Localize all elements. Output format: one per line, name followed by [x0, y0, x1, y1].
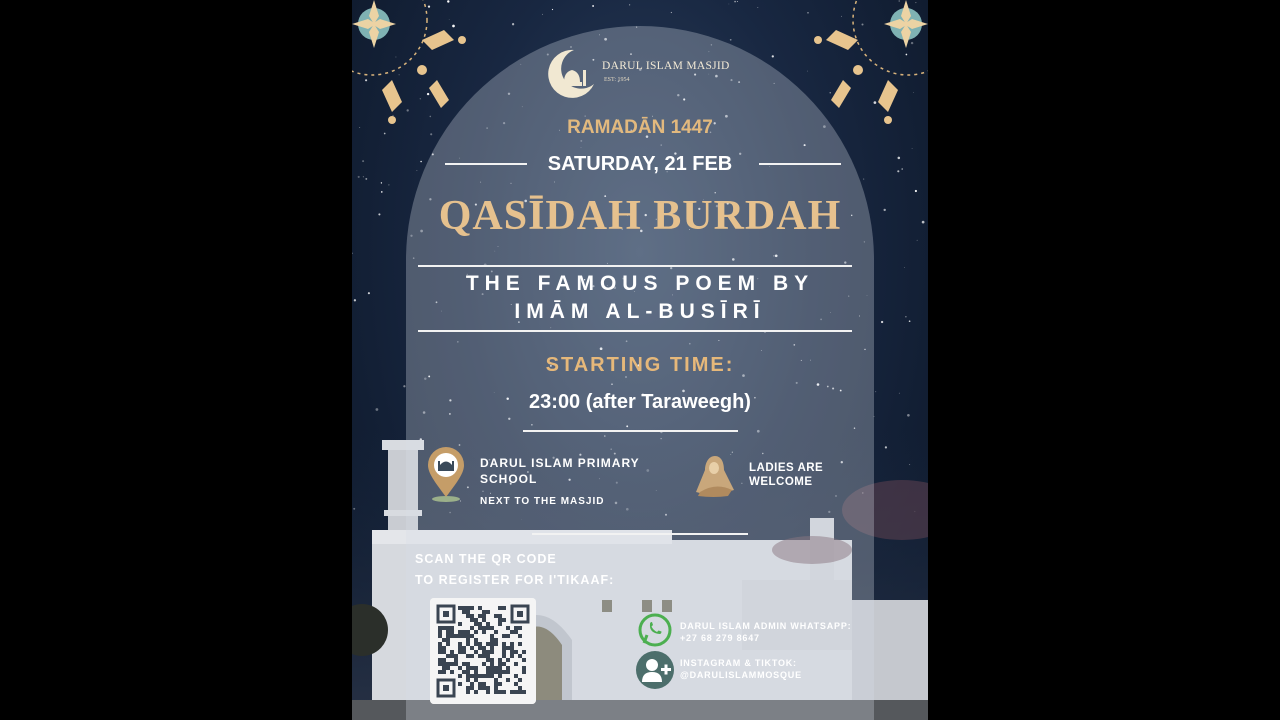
ramadan-year: RAMADĀN 1447 [567, 117, 713, 138]
star [671, 12, 672, 13]
qr-module [466, 662, 470, 666]
qr-module [486, 670, 490, 674]
logo-established: EST: 1954 [604, 77, 630, 83]
qr-module [502, 634, 506, 638]
qr-module [446, 634, 450, 638]
qr-module [486, 666, 490, 670]
venue-note: NEXT TO THE MASJID [480, 496, 605, 507]
qr-module [454, 658, 458, 662]
qr-module [490, 650, 494, 654]
qr-module [470, 634, 474, 638]
qr-module [466, 610, 470, 614]
qr-module [458, 630, 462, 634]
qr-module [486, 626, 490, 630]
qr-module [470, 618, 474, 622]
qr-module [498, 662, 502, 666]
star [737, 1, 738, 2]
qr-module [514, 674, 518, 678]
qr-module [490, 642, 494, 646]
qr-module [450, 630, 454, 634]
whatsapp-contact [680, 620, 851, 644]
star [629, 4, 630, 5]
qr-module [462, 646, 466, 650]
qr-module [466, 634, 470, 638]
star [388, 184, 389, 185]
qr-module [498, 622, 502, 626]
qr-module [518, 634, 522, 638]
qr-module [502, 670, 506, 674]
qr-module [518, 626, 522, 630]
qr-module [482, 682, 486, 686]
qr-module [502, 662, 506, 666]
qr-module [498, 682, 502, 686]
qr-module [474, 618, 478, 622]
event-date: SATURDAY, 21 FEB [547, 153, 733, 175]
event-title: QASĪDAH BURDAH [438, 193, 842, 239]
qr-module [510, 642, 514, 646]
qr-module [498, 606, 502, 610]
qr-module [482, 614, 486, 618]
divider [523, 430, 738, 432]
qr-module [490, 666, 494, 670]
qr-module [466, 630, 470, 634]
qr-module [450, 626, 454, 630]
qr-module [466, 666, 470, 670]
location-pin-mosque-icon [426, 447, 466, 503]
add-user-icon [635, 650, 675, 690]
qr-module [442, 666, 446, 670]
divider [418, 330, 852, 332]
whatsapp-icon [638, 613, 672, 647]
qr-module [478, 622, 482, 626]
qr-module [438, 630, 442, 634]
qr-module [462, 610, 466, 614]
qr-module [470, 614, 474, 618]
qr-module [486, 650, 490, 654]
qr-module [438, 650, 442, 654]
whatsapp-label: DARUL ISLAM ADMIN WHATSAPP: [680, 621, 852, 631]
qr-module [518, 642, 522, 646]
qr-module [482, 646, 486, 650]
qr-module [462, 630, 466, 634]
star [592, 5, 594, 7]
social-handle[interactable]: @DARULISLAMMOSQUE [680, 670, 802, 680]
qr-module [466, 670, 470, 674]
ladies-welcome-line-2: WELCOME [749, 476, 813, 488]
qr-module [474, 690, 478, 694]
qr-module [494, 638, 498, 642]
qr-module [474, 666, 478, 670]
qr-module [466, 642, 470, 646]
qr-module [490, 674, 494, 678]
qr-module [486, 674, 490, 678]
qr-module [466, 674, 470, 678]
qr-module [478, 682, 482, 686]
qr-module [450, 670, 454, 674]
qr-module [490, 670, 494, 674]
star [542, 14, 543, 15]
star [904, 267, 905, 268]
qr-module [498, 674, 502, 678]
qr-module [510, 630, 514, 634]
qr-module [450, 650, 454, 654]
qr-module [442, 662, 446, 666]
qr-module [462, 650, 466, 654]
qr-module [470, 674, 474, 678]
qr-module [454, 662, 458, 666]
qr-module [474, 678, 478, 682]
star [907, 414, 910, 417]
qr-module [490, 626, 494, 630]
qr-module [502, 654, 506, 658]
qr-module [494, 686, 498, 690]
ladies-welcome [749, 461, 823, 489]
qr-module [506, 670, 510, 674]
star [863, 179, 864, 180]
divider [759, 163, 841, 165]
star [363, 176, 364, 177]
qr-module [466, 678, 470, 682]
qr-module [486, 658, 490, 662]
qr-module [514, 650, 518, 654]
social-label: INSTAGRAM & TIKTOK: [680, 658, 797, 668]
qr-module [482, 610, 486, 614]
qr-module [450, 634, 454, 638]
qr-module [478, 674, 482, 678]
qr-module [470, 686, 474, 690]
qr-module [518, 686, 522, 690]
qr-module [450, 662, 454, 666]
star [354, 299, 356, 301]
qr-module [486, 610, 490, 614]
qr-module [506, 646, 510, 650]
qr-module [474, 670, 478, 674]
qr-module [478, 606, 482, 610]
star [352, 253, 353, 255]
qr-module [470, 606, 474, 610]
subtitle-line-2: IMĀM AL-BUSĪRĪ [514, 300, 766, 323]
qr-module [482, 630, 486, 634]
qr-module [478, 686, 482, 690]
qr-module [482, 650, 486, 654]
qr-module [502, 650, 506, 654]
qr-module [478, 614, 482, 618]
qr-module [442, 638, 446, 642]
qr-module [446, 642, 450, 646]
qr-module [510, 650, 514, 654]
qr-module [458, 650, 462, 654]
star [512, 23, 514, 25]
star [912, 148, 913, 149]
qr-module [466, 606, 470, 610]
qr-module [498, 614, 502, 618]
qr-module [466, 614, 470, 618]
event-subtitle [414, 270, 866, 326]
qr-module [478, 654, 482, 658]
qr-module [510, 654, 514, 658]
star [381, 182, 382, 183]
crescent-mosque-logo-icon [542, 46, 598, 102]
qr-module [514, 682, 518, 686]
ladies-welcome-line-1: LADIES ARE [749, 462, 824, 474]
starting-time-label: STARTING TIME: [545, 354, 735, 376]
star [730, 39, 732, 41]
qr-module [474, 642, 478, 646]
divider [532, 533, 748, 535]
qr-module [490, 662, 494, 666]
qr-module [478, 646, 482, 650]
qr-module [490, 634, 494, 638]
qr-module [490, 658, 494, 662]
qr-module [494, 614, 498, 618]
qr-module [470, 646, 474, 650]
qr-module [466, 686, 470, 690]
star [358, 176, 360, 178]
qr-module [442, 670, 446, 674]
qr-module [518, 654, 522, 658]
qr-module [518, 678, 522, 682]
star [757, 7, 758, 8]
qr-module [518, 690, 522, 694]
event-poster [352, 0, 928, 720]
qr-module [498, 690, 502, 694]
qr-module [470, 682, 474, 686]
qr-module [514, 690, 518, 694]
qr-code-icon [430, 598, 536, 704]
qr-module [474, 650, 478, 654]
qr-module [458, 634, 462, 638]
qr-module [498, 658, 502, 662]
qr-module [438, 662, 442, 666]
woman-in-hijab-icon [690, 452, 740, 500]
qr-module [490, 646, 494, 650]
qr-module [482, 626, 486, 630]
qr-module [442, 646, 446, 650]
qr-module [506, 678, 510, 682]
qr-module [474, 674, 478, 678]
qr-module [462, 662, 466, 666]
qr-module [510, 646, 514, 650]
qr-module [506, 634, 510, 638]
qr-module [502, 618, 506, 622]
qr-module [522, 666, 526, 670]
venue-name [480, 455, 640, 487]
qr-module [506, 658, 510, 662]
venue-name-line-1: DARUL ISLAM PRIMARY [480, 456, 640, 470]
qr-module [498, 670, 502, 674]
qr-module [490, 638, 494, 642]
qr-module [438, 634, 442, 638]
whatsapp-number[interactable]: +27 68 279 8647 [680, 633, 760, 643]
qr-module [438, 658, 442, 662]
qr-module [466, 654, 470, 658]
qr-module [470, 626, 474, 630]
star [552, 9, 553, 10]
star [365, 178, 367, 180]
qr-module [474, 630, 478, 634]
qr-module [446, 630, 450, 634]
qr-module [474, 622, 478, 626]
qr-module [458, 646, 462, 650]
qr-module [466, 638, 470, 642]
qr-module [438, 642, 442, 646]
qr-module [450, 654, 454, 658]
star [905, 316, 906, 317]
qr-module [474, 638, 478, 642]
qr-module [506, 666, 510, 670]
qr-module [458, 682, 462, 686]
register-instructions [415, 549, 614, 591]
qr-module [442, 626, 446, 630]
qr-module [494, 678, 498, 682]
qr-module [478, 626, 482, 630]
qr-module [438, 646, 442, 650]
qr-module [494, 690, 498, 694]
qr-module [462, 634, 466, 638]
qr-module [494, 666, 498, 670]
qr-module [438, 626, 442, 630]
star [734, 1, 736, 3]
qr-module [498, 618, 502, 622]
qr-module [458, 606, 462, 610]
registration-qr-code[interactable] [430, 598, 536, 704]
register-line-1: SCAN THE QR CODE [415, 552, 557, 566]
subtitle-line-1: THE FAMOUS POEM BY [465, 272, 815, 295]
qr-module [446, 626, 450, 630]
star [368, 292, 370, 294]
qr-module [502, 606, 506, 610]
qr-module [522, 658, 526, 662]
qr-module [446, 638, 450, 642]
qr-module [494, 682, 498, 686]
star [909, 320, 911, 322]
qr-module [438, 670, 442, 674]
qr-module [454, 654, 458, 658]
qr-module [458, 622, 462, 626]
qr-module [502, 646, 506, 650]
qr-module [458, 666, 462, 670]
qr-module [470, 654, 474, 658]
qr-module [514, 630, 518, 634]
qr-module [478, 642, 482, 646]
qr-module [482, 686, 486, 690]
qr-module [502, 642, 506, 646]
qr-module [442, 650, 446, 654]
qr-module [458, 674, 462, 678]
qr-module [462, 606, 466, 610]
qr-module [522, 670, 526, 674]
qr-module [502, 690, 506, 694]
qr-module [454, 634, 458, 638]
qr-module [462, 670, 466, 674]
qr-module [482, 662, 486, 666]
qr-module [494, 642, 498, 646]
qr-module [486, 642, 490, 646]
qr-module [506, 626, 510, 630]
star [881, 321, 883, 323]
register-line-2: TO REGISTER FOR I'TIKAAF: [415, 573, 615, 587]
venue-name-line-2: SCHOOL [480, 472, 538, 486]
qr-module [442, 658, 446, 662]
qr-module [486, 654, 490, 658]
qr-module [482, 618, 486, 622]
star [729, 4, 730, 5]
qr-module [458, 642, 462, 646]
qr-module [514, 662, 518, 666]
qr-module [510, 690, 514, 694]
qr-module [494, 670, 498, 674]
qr-module [446, 654, 450, 658]
qr-module [470, 666, 474, 670]
qr-module [486, 690, 490, 694]
qr-module [482, 654, 486, 658]
divider [418, 265, 852, 267]
qr-module [498, 666, 502, 670]
qr-module [522, 650, 526, 654]
qr-module [514, 626, 518, 630]
star [772, 55, 774, 57]
social-contact [680, 657, 802, 681]
qr-module [522, 690, 526, 694]
qr-module [446, 666, 450, 670]
qr-module [466, 690, 470, 694]
qr-module [482, 674, 486, 678]
qr-module [486, 622, 490, 626]
logo-name: DARUL ISLAM MASJID [602, 60, 730, 72]
qr-module [486, 686, 490, 690]
starting-time-value: 23:00 (after Taraweegh) [529, 391, 751, 413]
qr-module [446, 662, 450, 666]
qr-module [494, 630, 498, 634]
